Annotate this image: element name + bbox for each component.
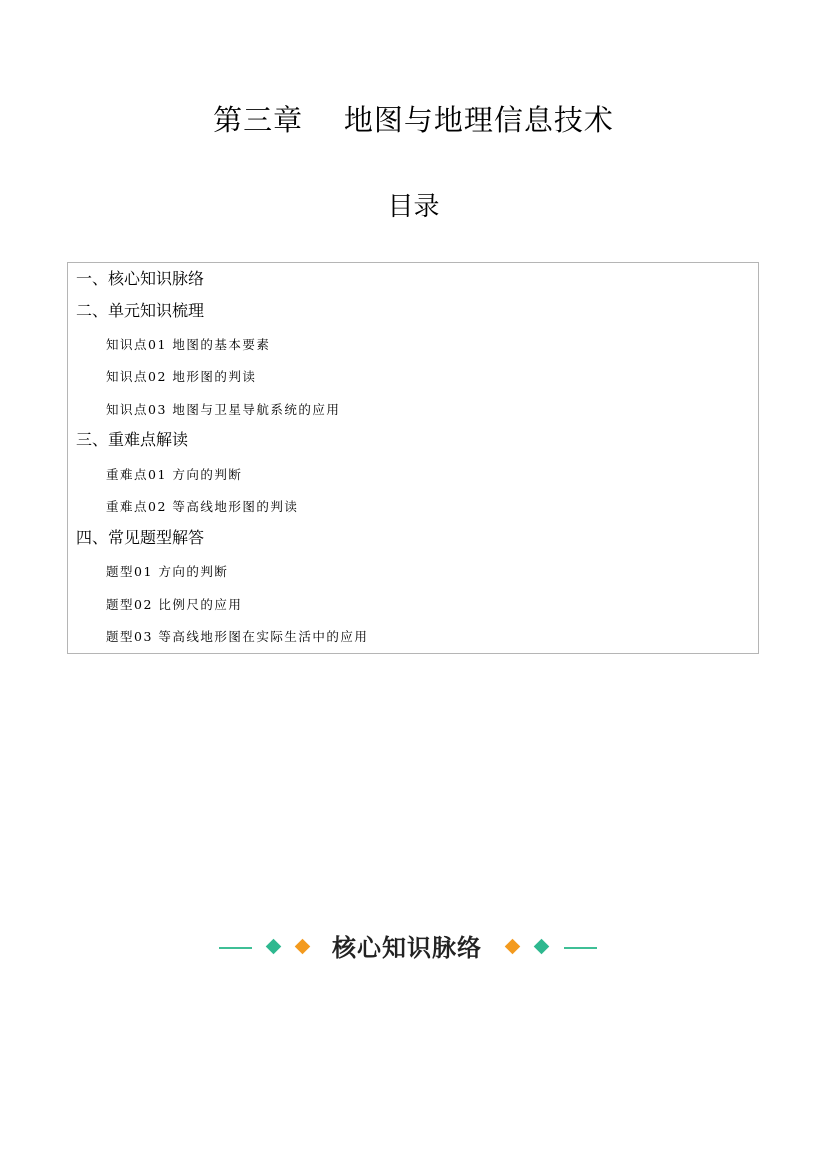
toc-item[interactable]: 重难点01 方向的判断	[106, 467, 243, 482]
green-diamond-icon	[266, 939, 282, 955]
toc-section-1[interactable]: 一、核心知识脉络	[76, 269, 205, 288]
toc-item[interactable]: 题型03 等高线地形图在实际生活中的应用	[106, 629, 369, 644]
section-banner	[0, 930, 827, 966]
toc-item[interactable]: 题型02 比例尺的应用	[106, 597, 243, 612]
banner-right-line	[564, 947, 597, 949]
toc-item[interactable]: 知识点03 地图与卫星导航系统的应用	[106, 402, 341, 417]
toc-heading: 目录	[387, 192, 440, 222]
toc-item[interactable]: 题型01 方向的判断	[106, 564, 229, 579]
chapter-title: 第三章 地图与地理信息技术	[213, 103, 614, 137]
orange-diamond-icon	[505, 939, 521, 955]
table-of-contents	[67, 262, 759, 654]
toc-item[interactable]: 知识点01 地图的基本要素	[106, 337, 271, 352]
orange-diamond-icon	[295, 939, 311, 955]
toc-item[interactable]: 知识点02 地形图的判读	[106, 369, 257, 384]
banner-left-line	[219, 947, 252, 949]
toc-item[interactable]: 重难点02 等高线地形图的判读	[106, 499, 299, 514]
toc-section-4[interactable]: 四、常见题型解答	[76, 528, 205, 547]
toc-section-3[interactable]: 三、重难点解读	[76, 430, 189, 449]
banner-title: 核心知识脉络	[332, 934, 482, 962]
green-diamond-icon	[534, 939, 550, 955]
toc-section-2[interactable]: 二、单元知识梳理	[76, 301, 205, 320]
